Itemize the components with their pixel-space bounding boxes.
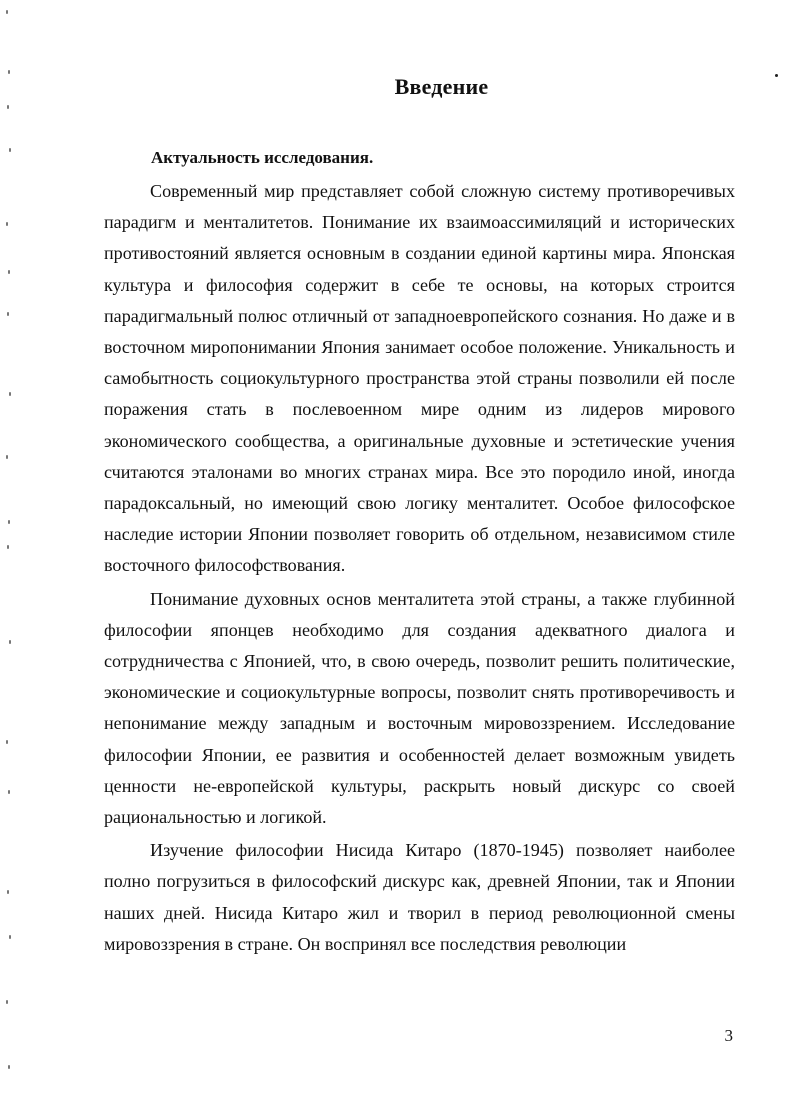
scan-margin-artifacts — [0, 0, 20, 1096]
paragraph-3: Изучение философии Нисида Китаро (1870-1945) позволяет наиболее полно погрузиться в философский дискурс как, древней Японии, так и Японии наших дней. Нисида Китаро жил и творил в период революционной смены мировоззрения в стране. Он воспринял все последствия революции — [104, 840, 735, 954]
page-number: 3 — [724, 1026, 733, 1045]
paragraph-2: Понимание духовных основ менталитета этой страны, а также глубинной философии японцев необходимо для создания адекватного диалога и сотрудничества с Японией, что, в свою очередь, позволит решить политические, экономические и социокультурные вопросы, позволит снять противоречивость и непонимание между западным и восточным мировоззрением. Исследование философии Японии, ее развития и особенностей делает возможным увидеть ценности не-европейской культуры, раскрыть новый дискурс со своей рациональностью и логикой. — [104, 588, 735, 828]
section-heading: Актуальность исследования. — [151, 148, 374, 167]
body-text — [104, 176, 735, 960]
page-title: Введение — [394, 74, 489, 99]
paragraph-1: Современный мир представляет собой сложную систему противоречивых парадигм и менталитетов. Понимание их взаимоассимиляций и исторических противостояний является основным в создании единой картины мира. Японская культура и философия содержит в себе те основы, на которых строится парадигмальный полюс отличный от западноевропейского сознания. Но даже и в восточном миропонимании Япония занимает особое положение. Уникальность и самобытность социокультурного пространства этой страны позволили ей после поражения стать в послевоенном мире одним из лидеров мирового экономического сообщества, а оригинальные духовные и эстетические учения считаются эталонами во многих странах мира. Все это породило иной, иногда парадоксальный, но имеющий свою логику менталитет. Особое философское наследие истории Японии позволяет говорить об отдельном, независимом стиле восточного философствования. — [104, 181, 735, 576]
